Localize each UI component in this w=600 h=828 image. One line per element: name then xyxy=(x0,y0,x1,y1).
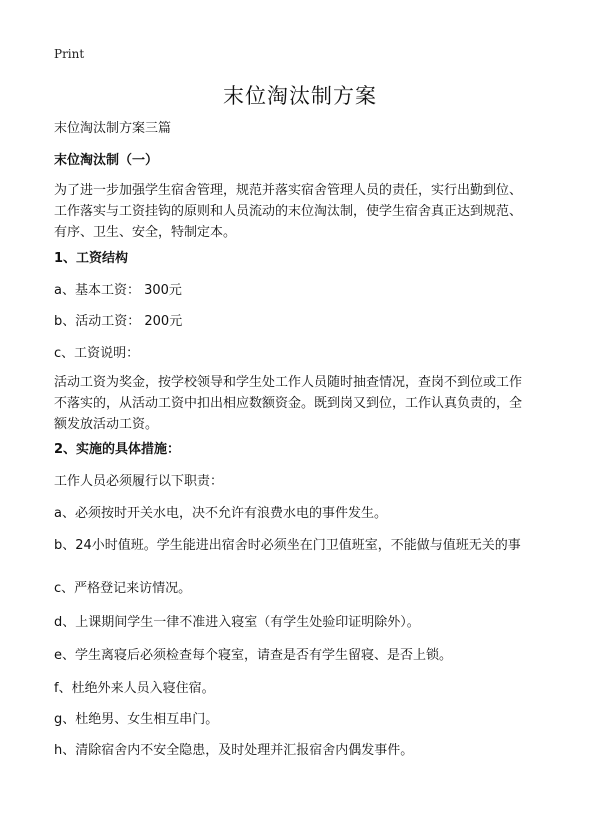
document-title: 末位淘汰制方案 xyxy=(223,84,377,108)
intro-line: 为了进一步加强学生宿舍管理，规范并落实宿舍管理人员的责任，实行出勤到位、 xyxy=(54,183,523,198)
duty-item: g、杜绝男、女生相互串门。 xyxy=(54,712,219,727)
section2-heading: 2、实施的具体措施： xyxy=(54,442,181,457)
duty-item: d、上课期间学生一律不准进入寝室（有学生处验印证明除外）。 xyxy=(54,615,420,630)
note-line: 不落实的，从活动工资中扣出相应数额资金。既到岗又到位，工作认真负责的，全 xyxy=(54,396,523,411)
duty-item: f、杜绝外来人员入寝住宿。 xyxy=(54,681,215,696)
duty-item: h、清除宿舍内不安全隐患，及时处理并汇报宿舍内偶发事件。 xyxy=(54,743,414,758)
intro-line: 有序、卫生、安全，特制定本。 xyxy=(54,225,237,240)
intro-line: 工作落实与工资挂钩的原则和人员流动的末位淘汰制，使学生宿舍真正达到规范、 xyxy=(54,204,523,219)
activity-salary-item: b、活动工资： 200元 xyxy=(54,314,183,329)
salary-note-paragraph xyxy=(54,372,554,435)
duty-item: b、24小时值班。学生能进出宿舍时必须坐在门卫值班室，不能做与值班无关的事 xyxy=(54,538,521,553)
salary-note-label: c、工资说明： xyxy=(54,346,140,361)
duty-item: e、学生离寝后必须检查每个寝室，请查是否有学生留寝、是否上锁。 xyxy=(54,648,452,663)
duty-item: c、严格登记来访情况。 xyxy=(54,581,192,596)
duty-item: a、必须按时开关水电，决不允许有浪费水电的事件发生。 xyxy=(54,506,387,521)
section-heading: 末位淘汰制（一） xyxy=(54,153,159,168)
section1-heading: 1、工资结构 xyxy=(54,251,129,266)
note-line: 额发放活动工资。 xyxy=(54,417,159,432)
base-salary-item: a、基本工资： 300元 xyxy=(54,283,182,298)
document-subtitle: 末位淘汰制方案三篇 xyxy=(54,121,172,136)
print-label: Print xyxy=(54,47,85,61)
note-line: 活动工资为奖金，按学校领导和学生处工作人员随时抽查情况，查岗不到位或工作 xyxy=(54,375,523,390)
intro-paragraph xyxy=(54,180,554,243)
duties-lead: 工作人员必须履行以下职责： xyxy=(54,474,224,489)
